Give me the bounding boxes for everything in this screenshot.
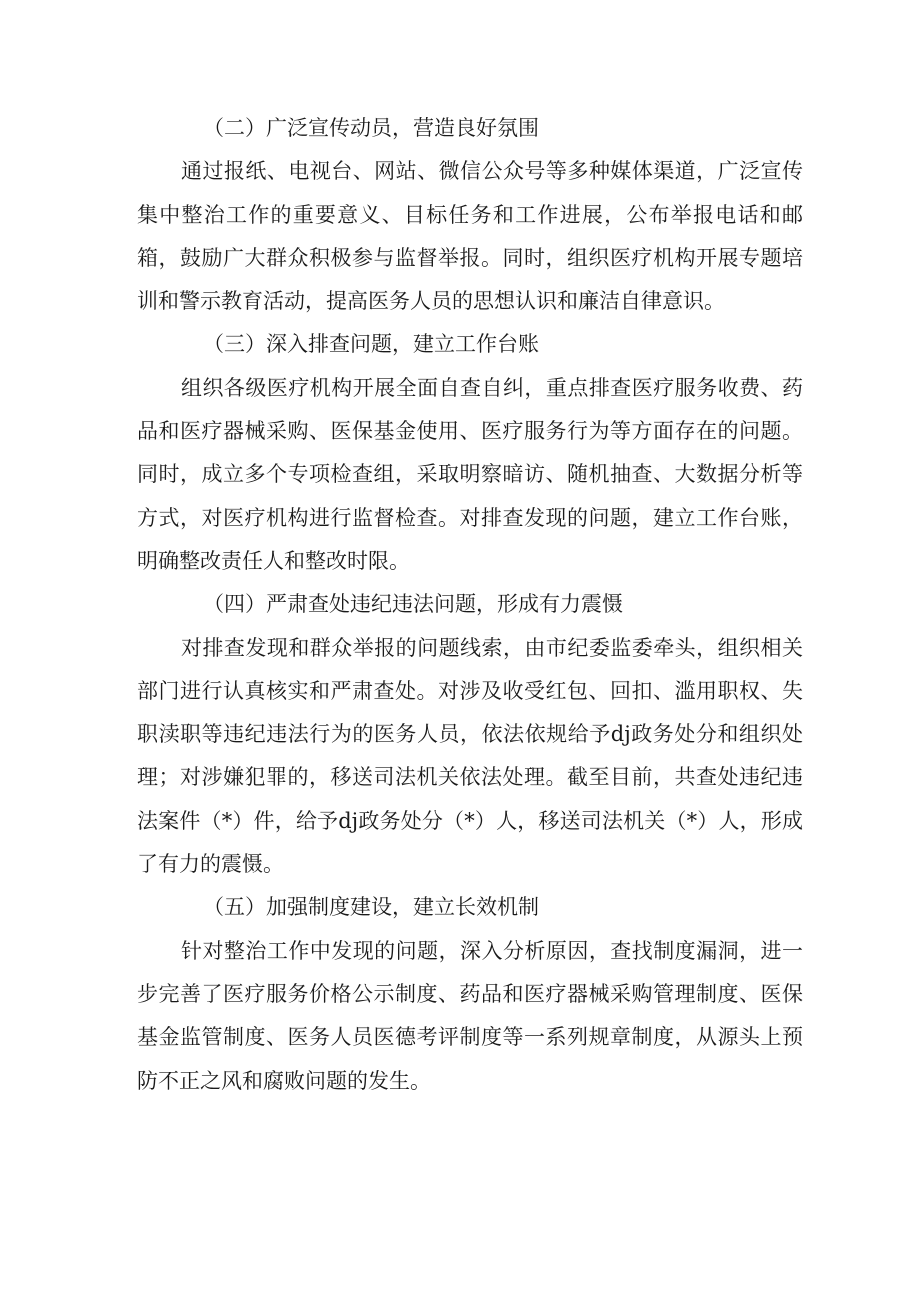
section-heading: （三）深入排查问题，建立工作台账 <box>203 332 539 357</box>
section-paragraph: 对排查发现和群众举报的问题线索，由市纪委监委牵头，组织相关部门进行认真核实和严肃查处。对涉及收受红包、回扣、滥用职权、失职渎职等违纪违法行为的医务人员，依法依规给予dj政务处分和组织处理；对涉嫌犯罪的，移送司法机关依法处理。截至目前，共查处违纪违法案件（*）件，给予dj政务处分（*）人，移送司法机关（*）人，形成了有力的震慑。 <box>137 635 803 877</box>
section-paragraph: 组织各级医疗机构开展全面自查自纠，重点排查医疗服务收费、药品和医疗器械采购、医保基金使用、医疗服务行为等方面存在的问题。同时，成立多个专项检查组，采取明察暗访、随机抽查、大数据分析等方式，对医疗机构进行监督检查。对排查发现的问题，建立工作台账，明确整改责任人和整改时限。 <box>137 375 803 573</box>
section-heading: （四）严肃查处违纪违法问题，形成有力震慑 <box>203 592 623 617</box>
section-paragraph: 针对整治工作中发现的问题，深入分析原因，查找制度漏洞，进一步完善了医疗服务价格公示制度、药品和医疗器械采购管理制度、医保基金监管制度、医务人员医德考评制度等一系列规章制度，从源头上预防不正之风和腐败问题的发生。 <box>137 938 803 1093</box>
section-heading: （五）加强制度建设，建立长效机制 <box>203 895 539 920</box>
section-paragraph: 通过报纸、电视台、网站、微信公众号等多种媒体渠道，广泛宣传集中整治工作的重要意义、目标任务和工作进展，公布举报电话和邮箱，鼓励广大群众积极参与监督举报。同时，组织医疗机构开展专题培训和警示教育活动，提高医务人员的思想认识和廉洁自律意识。 <box>137 159 803 314</box>
document-body <box>137 107 803 1103</box>
section-heading: （二）广泛宣传动员，营造良好氛围 <box>203 116 539 140</box>
